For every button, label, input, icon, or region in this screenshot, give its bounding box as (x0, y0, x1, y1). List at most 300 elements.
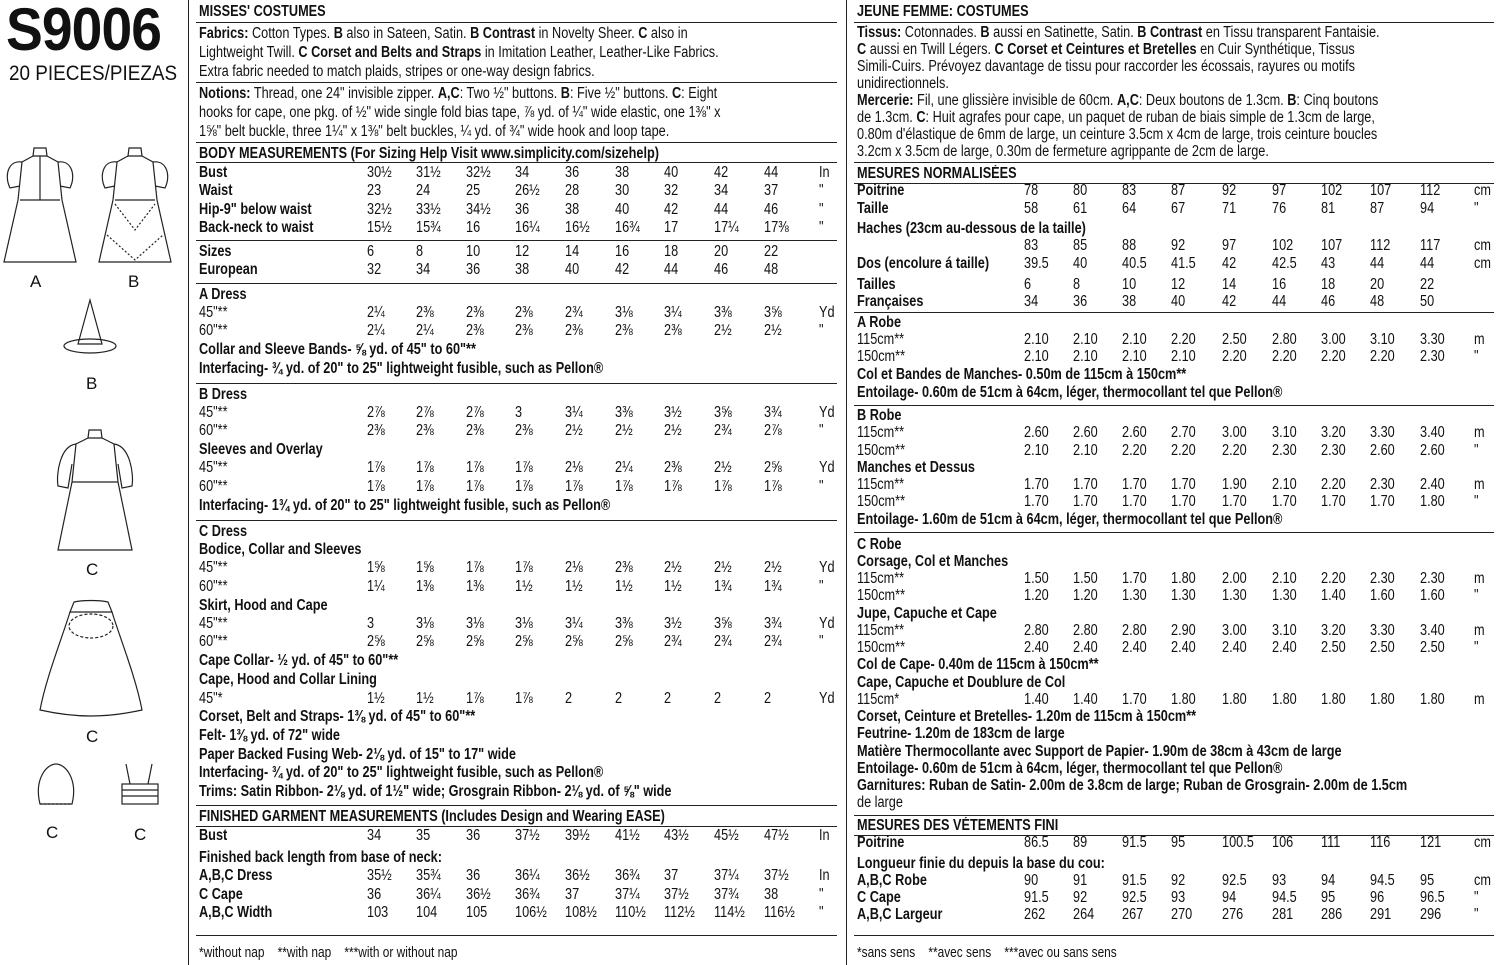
row-value: 3⅝ (714, 404, 732, 421)
row-value: 36¼ (515, 867, 540, 884)
row-value: 2.30 (1370, 476, 1395, 493)
rule-en-5 (196, 805, 837, 806)
figure-dress-b (95, 140, 175, 275)
row-value: 37½ (764, 867, 789, 884)
row-value: 44 (764, 164, 779, 181)
row-label: Trims: Satin Ribbon- 2⅛ yd. of 1½" wide; Grosgrain Ribbon- 2⅛ yd. of ⅝" wide (199, 783, 672, 800)
row-label: 60"** (199, 478, 228, 495)
row-value: 2.70 (1171, 424, 1196, 441)
row-value: 40 (565, 261, 580, 278)
rule-fr-1 (854, 162, 1494, 163)
rule-fr-3 (854, 312, 1494, 313)
pattern-number: S9006 (6, 0, 162, 63)
row-value: 2.30 (1321, 442, 1346, 459)
row-label: Tailles (857, 276, 896, 293)
row-value: 2⅜ (664, 322, 682, 339)
row-label: Garnitures: Ruban de Satin- 2.00m de 3.8cm de large; Ruban de Grosgrain- 2.00m de 1.5cm (857, 777, 1408, 794)
row-value: 281 (1272, 906, 1294, 923)
fr-footnote: *sans sens **avec sens ***avec ou sans sens (857, 945, 1117, 961)
row-unit: m (1474, 331, 1485, 348)
row-value: 276 (1222, 906, 1244, 923)
row-value: 37½ (664, 886, 689, 903)
row-value: 3.20 (1321, 424, 1346, 441)
row-value: 76 (1272, 200, 1287, 217)
row-value: 105 (466, 904, 488, 921)
row-value: 32 (664, 182, 679, 199)
row-value: 2⅞ (466, 404, 484, 421)
row-value: 1¾ (714, 578, 732, 595)
row-label: Feutrine- 1.20m de 183cm de large (857, 725, 1065, 742)
row-value: 2.20 (1272, 348, 1297, 365)
para-segment: 3.2cm x 3.5cm de large, 0.30m de fermeture agrippante de 2cm de large. (857, 143, 1269, 160)
row-value: 92 (1222, 182, 1237, 199)
row-label: Entoilage- 0.60m de 51cm à 64cm, léger, thermocollant tel que Pellon® (857, 760, 1283, 777)
figure-hood-c (32, 760, 80, 823)
row-value: 1⅜ (416, 578, 434, 595)
row-value: 44 (1370, 255, 1385, 272)
figure-label-c2: C (86, 727, 99, 746)
para-segment: en Cuir Synthétique, Tissus (1196, 41, 1355, 58)
row-value: 2.20 (1222, 442, 1247, 459)
row-label: Col et Bandes de Manches- 0.50m de 115cm à 150cm** (857, 366, 1187, 383)
row-value: 2 (565, 690, 573, 707)
piece-count: 20 PIECES/PIEZAS (9, 62, 178, 85)
para-segment: Lightweight Twill. (199, 44, 299, 61)
row-value: 2½ (565, 422, 583, 439)
row-value: 2¼ (615, 459, 633, 476)
row-value: 2⅞ (367, 404, 385, 421)
row-label: 150cm** (857, 639, 906, 656)
row-value: 291 (1370, 906, 1392, 923)
row-value: 2.40 (1073, 639, 1098, 656)
row-value: 58 (1024, 200, 1039, 217)
row-value: 121 (1420, 834, 1442, 851)
row-value: 40 (1171, 293, 1186, 310)
row-value: 2.80 (1024, 622, 1049, 639)
row-value: 1.50 (1024, 570, 1049, 587)
row-value: 14 (565, 243, 580, 260)
row-value: 1.80 (1370, 691, 1395, 708)
en-fabrics-line (199, 63, 595, 81)
row-value: 71 (1222, 200, 1237, 217)
row-value: 2.10 (1024, 442, 1049, 459)
row-value: 95 (1420, 872, 1435, 889)
row-value: 47½ (764, 827, 789, 844)
row-value: 3 (367, 615, 375, 632)
row-label: Corset, Belt and Straps- 1⅜ yd. of 45" to 60"** (199, 708, 476, 725)
para-segment: C Corset et Ceintures et Bretelles (994, 41, 1197, 58)
row-label: Manches et Dessus (857, 459, 975, 476)
row-value: 41½ (615, 827, 640, 844)
row-value: 2 (764, 690, 772, 707)
row-value: 41.5 (1171, 255, 1196, 272)
row-value: 95 (1171, 834, 1186, 851)
row-value: 83 (1024, 237, 1039, 254)
row-unit: m (1474, 476, 1485, 493)
row-value: 103 (367, 904, 389, 921)
row-value: 1.70 (1370, 493, 1395, 510)
row-value: 1.60 (1370, 587, 1395, 604)
row-value: 3⅜ (615, 615, 633, 632)
row-value: 37¼ (714, 867, 739, 884)
row-value: 1⅞ (664, 478, 682, 495)
row-value: 112 (1370, 237, 1391, 254)
row-label: Poitrine (857, 834, 905, 851)
row-value: 3⅜ (615, 404, 633, 421)
row-label: 115cm** (857, 622, 905, 639)
row-value: 2⅜ (664, 459, 682, 476)
row-value: 48 (1370, 293, 1385, 310)
para-segment: B (333, 25, 343, 42)
row-value: 40 (615, 201, 630, 218)
row-value: 296 (1420, 906, 1442, 923)
row-label: 150cm** (857, 493, 906, 510)
row-value: 2.60 (1122, 424, 1147, 441)
para-segment: in Imitation Leather, Leather-Like Fabrics. (481, 44, 719, 61)
row-value: 37 (565, 886, 580, 903)
row-value: 1.70 (1321, 493, 1346, 510)
para-segment: B (560, 85, 570, 102)
row-label: Col de Cape- 0.40m de 115cm à 150cm** (857, 656, 1099, 673)
row-label: Waist (199, 182, 233, 199)
row-value: 2.80 (1272, 331, 1297, 348)
row-value: 2.50 (1370, 639, 1395, 656)
row-value: 3.30 (1370, 424, 1395, 441)
row-value: 106 (1272, 834, 1294, 851)
row-label: 150cm** (857, 587, 906, 604)
row-label: MESURES NORMALISÉES (857, 165, 1017, 182)
row-label: Interfacing- ¾ yd. of 20" to 25" lightweight fusible, such as Pellon® (199, 764, 604, 781)
row-label: C Cape (199, 886, 243, 903)
row-label: Entoilage- 0.60m de 51cm à 64cm, léger, thermocollant tel que Pellon® (857, 384, 1283, 401)
para-segment: aussi en Twill Légers. (866, 41, 995, 58)
row-value: 2⅜ (615, 559, 633, 576)
para-segment: C (638, 25, 648, 42)
para-segment: 1⅝" belt buckle, three 1¼" x 1⅜" belt buckles, ¼ yd. of ¾" wide hook and loop tape. (199, 123, 670, 140)
row-value: 8 (1073, 276, 1081, 293)
row-value: 38 (1122, 293, 1137, 310)
row-value: 2.10 (1024, 348, 1049, 365)
row-value: 2.60 (1073, 424, 1098, 441)
row-label: Poitrine (857, 182, 905, 199)
row-value: 1½ (664, 578, 682, 595)
row-value: 3.00 (1222, 622, 1247, 639)
row-label: Back-neck to waist (199, 219, 314, 236)
row-value: 12 (1171, 276, 1186, 293)
row-value: 90 (1024, 872, 1039, 889)
row-value: 1⅞ (466, 559, 484, 576)
row-label: de large (857, 794, 903, 811)
fr-title: JEUNE FEMME: COSTUMES (857, 3, 1029, 20)
row-value: 87 (1370, 200, 1385, 217)
para-segment: also in (647, 25, 688, 42)
row-value: 88 (1122, 237, 1137, 254)
row-unit: m (1474, 622, 1485, 639)
row-value: 3½ (664, 615, 682, 632)
row-label: A,B,C Largeur (857, 906, 943, 923)
row-value: 1.30 (1122, 587, 1147, 604)
row-value: 1.80 (1272, 691, 1297, 708)
row-value: 37¼ (615, 886, 640, 903)
row-value: 2.80 (1073, 622, 1098, 639)
row-value: 2½ (615, 422, 633, 439)
row-value: 270 (1171, 906, 1193, 923)
row-unit: m (1474, 691, 1485, 708)
row-value: 2.40 (1272, 639, 1297, 656)
row-value: 2⅛ (565, 559, 583, 576)
row-unit: " (1474, 200, 1479, 217)
en-fabrics-line (199, 25, 688, 43)
row-value: 2⅝ (466, 633, 484, 650)
figure-label-a: A (30, 272, 42, 291)
row-unit: " (819, 219, 824, 236)
row-value: 46 (764, 201, 779, 218)
row-value: 36¾ (615, 867, 640, 884)
row-label: 60"** (199, 633, 228, 650)
row-value: 2.10 (1024, 331, 1049, 348)
row-label: A,B,C Robe (857, 872, 927, 889)
row-value: 1⅞ (615, 478, 633, 495)
row-value: 1.30 (1171, 587, 1196, 604)
row-label: Cape, Capuche et Doublure de Col (857, 674, 1066, 691)
para-segment: B (980, 24, 990, 41)
row-value: 50 (1420, 293, 1435, 310)
row-value: 97 (1272, 182, 1287, 199)
row-label: Entoilage- 1.60m de 51cm à 64cm, léger, thermocollant tel que Pellon® (857, 511, 1283, 528)
row-unit: " (1474, 906, 1479, 923)
row-value: 2.60 (1370, 442, 1395, 459)
row-value: 45½ (714, 827, 739, 844)
row-value: 93 (1272, 872, 1287, 889)
row-label: Corsage, Col et Manches (857, 553, 1009, 570)
row-value: 2⅝ (565, 633, 583, 650)
row-value: 17 (664, 219, 679, 236)
para-segment: 0.80m d'élastique de 6mm de large, un ceinture 3.5cm x 4cm de large, trois ceinture boucles (857, 126, 1378, 143)
row-value: 44 (664, 261, 679, 278)
row-value: 22 (764, 243, 779, 260)
row-value: 3.30 (1420, 331, 1445, 348)
row-label: Haches (23cm au-dessous de la taille) (857, 220, 1086, 237)
row-value: 35 (416, 827, 431, 844)
row-value: 3.00 (1222, 424, 1247, 441)
row-value: 2⅜ (565, 322, 583, 339)
row-unit: Yd (819, 459, 835, 476)
row-value: 3.00 (1321, 331, 1346, 348)
row-value: 2.20 (1171, 331, 1196, 348)
row-value: 78 (1024, 182, 1039, 199)
rule-en-7 (196, 935, 837, 936)
row-value: 36½ (466, 886, 491, 903)
row-label: 45"** (199, 404, 228, 421)
row-value: 34½ (466, 201, 491, 218)
row-value: 97 (1222, 237, 1237, 254)
row-value: 24 (416, 182, 431, 199)
fr-mercerie-line (857, 109, 1375, 127)
en-notions-line (199, 104, 721, 122)
row-label: Jupe, Capuche et Cape (857, 605, 997, 622)
row-value: 102 (1321, 182, 1343, 199)
row-value: 1.70 (1171, 476, 1196, 493)
fr-mercerie-line (857, 143, 1269, 161)
row-value: 26½ (515, 182, 540, 199)
row-value: 1⅞ (367, 478, 385, 495)
row-value: 36 (565, 164, 580, 181)
en-footnote: *without nap **with nap ***with or without nap (199, 945, 458, 961)
row-value: 94.5 (1370, 872, 1395, 889)
row-label: 115cm** (857, 476, 905, 493)
row-unit: m (1474, 424, 1485, 441)
row-label: 45"** (199, 615, 228, 632)
row-value: 264 (1073, 906, 1095, 923)
row-value: 104 (416, 904, 438, 921)
row-value: 38 (565, 201, 580, 218)
row-label: 115cm* (857, 691, 900, 708)
figure-hat-b (60, 296, 120, 365)
row-label: 45"* (199, 690, 223, 707)
row-unit: " (819, 886, 824, 903)
row-value: 91 (1073, 872, 1088, 889)
para-segment: C (857, 41, 867, 58)
row-value: 36 (515, 201, 530, 218)
row-value: 2.20 (1321, 476, 1346, 493)
rule-en-notions (196, 142, 837, 143)
row-value: 3.10 (1272, 424, 1297, 441)
row-value: 8 (416, 243, 424, 260)
row-value: 1.70 (1222, 493, 1247, 510)
row-value: 112½ (664, 904, 695, 921)
row-label: Dos (encolure á taille) (857, 255, 990, 272)
row-value: 2.10 (1122, 331, 1147, 348)
row-value: 36 (1073, 293, 1088, 310)
row-label: C Robe (857, 536, 902, 553)
row-value: 267 (1122, 906, 1144, 923)
row-unit: " (819, 201, 824, 218)
row-value: 17¼ (714, 219, 739, 236)
row-value: 1⅞ (565, 478, 583, 495)
row-value: 34 (714, 182, 729, 199)
row-label: A Dress (199, 286, 247, 303)
row-value: 40.5 (1122, 255, 1147, 272)
para-segment: en Tissu transparent Fantaisie. (1202, 24, 1380, 41)
row-value: 112 (1420, 182, 1441, 199)
row-value: 3¾ (764, 615, 782, 632)
row-value: 3⅛ (615, 304, 633, 321)
row-value: 2¾ (714, 422, 732, 439)
row-value: 48 (764, 261, 779, 278)
row-label: Bodice, Collar and Sleeves (199, 541, 362, 558)
row-label: Cape Collar- ½ yd. of 45" to 60"** (199, 652, 399, 669)
row-unit: In (819, 827, 830, 844)
para-segment: A,C (437, 85, 460, 102)
row-unit: cm (1474, 872, 1491, 889)
figure-label-b: B (128, 272, 140, 291)
row-value: 2.10 (1073, 348, 1098, 365)
row-label: Matière Thermocollante avec Support de Papier- 1.90m de 38cm à 43cm de large (857, 743, 1342, 760)
rule-fr-4 (854, 405, 1494, 406)
row-value: 2.00 (1222, 570, 1247, 587)
row-label: Longueur finie du depuis la base du cou: (857, 855, 1105, 872)
para-segment: : Two ½" buttons. (459, 85, 561, 102)
row-value: 46 (714, 261, 729, 278)
row-value: 2.60 (1420, 442, 1445, 459)
row-unit: " (819, 904, 824, 921)
row-value: 2½ (664, 559, 682, 576)
row-value: 1½ (615, 578, 633, 595)
row-unit: Yd (819, 690, 835, 707)
row-value: 3 (515, 404, 523, 421)
row-value: 1½ (367, 690, 385, 707)
row-value: 2.20 (1222, 348, 1247, 365)
row-value: 2.40 (1222, 639, 1247, 656)
en-fabrics-line (199, 44, 719, 62)
row-value: 2½ (714, 322, 732, 339)
row-value: 2.10 (1272, 476, 1297, 493)
row-value: 42 (615, 261, 630, 278)
fr-tissus-line (857, 41, 1355, 59)
row-value: 2¾ (664, 633, 682, 650)
row-value: 2.10 (1073, 442, 1098, 459)
row-label: 60"** (199, 322, 228, 339)
row-label: 60"** (199, 578, 228, 595)
row-value: 15¾ (416, 219, 441, 236)
row-value: 36½ (565, 867, 590, 884)
row-unit: " (1474, 493, 1479, 510)
row-value: 2.40 (1171, 639, 1196, 656)
row-value: 1.80 (1171, 691, 1196, 708)
para-segment: hooks for cape, one pkg. of ½" wide single fold bias tape, ⅞ yd. of ¼" wide elastic, one 1⅜" x (199, 104, 721, 121)
row-value: 2⅝ (416, 633, 434, 650)
row-unit: " (1474, 587, 1479, 604)
row-value: 1⅞ (367, 459, 385, 476)
row-value: 38 (515, 261, 530, 278)
en-title: MISSES' COSTUMES (199, 3, 326, 20)
row-value: 22 (1420, 276, 1435, 293)
row-value: 2⅝ (764, 459, 782, 476)
row-value: 92.5 (1222, 872, 1247, 889)
row-value: 18 (1321, 276, 1336, 293)
row-value: 31½ (416, 164, 441, 181)
row-value: 1.70 (1024, 493, 1049, 510)
row-unit: " (819, 578, 824, 595)
row-value: 1.80 (1222, 691, 1247, 708)
row-value: 2.50 (1222, 331, 1247, 348)
para-segment: aussi en Satinette, Satin. (989, 24, 1138, 41)
row-value: 1.20 (1024, 587, 1049, 604)
row-value: 2.10 (1171, 348, 1196, 365)
row-value: 16¼ (515, 219, 540, 236)
row-unit: Yd (819, 559, 835, 576)
row-value: 1⅞ (466, 690, 484, 707)
rule-en-3 (196, 383, 837, 384)
para-segment: Cotonnades. (901, 24, 981, 41)
row-unit: Yd (819, 404, 835, 421)
row-value: 2¼ (416, 322, 434, 339)
row-value: 42 (1222, 293, 1237, 310)
row-value: 46 (1321, 293, 1336, 310)
row-label: Corset, Ceinture et Bretelles- 1.20m de 115cm à 150cm** (857, 708, 1197, 725)
row-value: 37 (664, 867, 679, 884)
row-unit: " (1474, 889, 1479, 906)
row-value: 10 (1122, 276, 1137, 293)
row-value: 2.20 (1370, 348, 1395, 365)
row-value: 1.70 (1272, 493, 1297, 510)
row-value: 34 (515, 164, 530, 181)
row-value: 102 (1272, 237, 1294, 254)
row-value: 30 (615, 182, 630, 199)
row-label: Paper Backed Fusing Web- 2⅛ yd. of 15" to 17" wide (199, 746, 516, 763)
row-value: 3⅛ (515, 615, 533, 632)
row-value: 42 (714, 164, 729, 181)
